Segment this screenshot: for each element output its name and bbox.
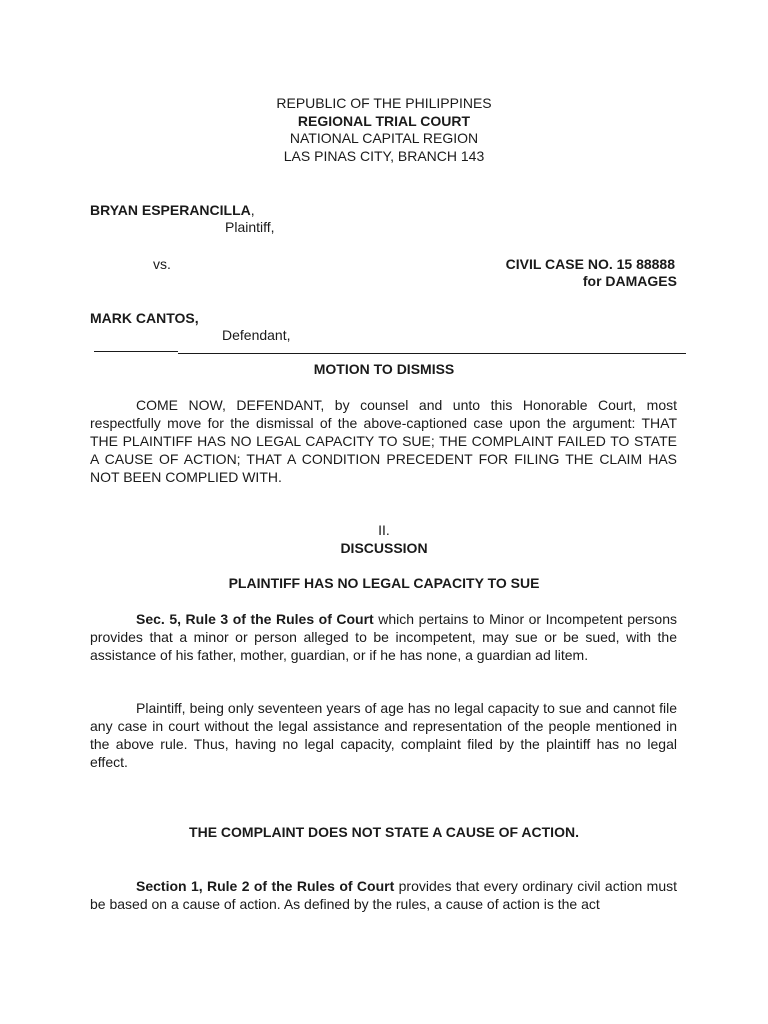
- subheading-legal-capacity: PLAINTIFF HAS NO LEGAL CAPACITY TO SUE: [228, 575, 540, 591]
- caption-divider-left: [94, 351, 178, 352]
- intro-paragraph: COME NOW, DEFENDANT, by counsel and unto this Honorable Court, most respectfully move for the dismissal of the above-captioned case upon the argument: THAT THE PLAINTIFF HAS NO LEGAL CAPACITY TO SUE; THE COMPLAINT FAILED TO STATE A CAUSE OF ACTION; THAT A CONDITION PRECEDENT FOR FILING THE CLAIM HAS NOT BEEN COMPLIED WITH.: [90, 397, 677, 485]
- versus-label: vs.: [153, 256, 171, 272]
- plaintiff-name: BRYAN ESPERANCILLA: [90, 202, 251, 218]
- paragraph-rule3: [90, 610, 677, 664]
- plaintiff-role: Plaintiff,: [225, 219, 275, 235]
- discussion-heading: DISCUSSION: [340, 540, 428, 556]
- region-line: NATIONAL CAPITAL REGION: [289, 130, 479, 146]
- paragraph-rule2: [90, 877, 677, 913]
- caption-divider-right: [178, 353, 686, 354]
- plaintiff-comma: ,: [250, 202, 255, 218]
- rule2-text: provides that every ordinary civil action must be based on a cause of action. As defined by the rules, a cause of action is the act: [90, 878, 677, 912]
- rule3-citation: Sec. 5, Rule 3 of the Rules of Court: [136, 611, 374, 627]
- section-numeral: II.: [378, 522, 390, 538]
- subheading-cause-of-action: THE COMPLAINT DOES NOT STATE A CAUSE OF ACTION.: [189, 824, 579, 840]
- paragraph-plaintiff-age: Plaintiff, being only seventeen years of age has no legal capacity to sue and cannot file any case in court without the legal assistance and representation of the people mentioned in the above rule. Thus, having no legal capacity, complaint filed by the plaintiff has no legal effect.: [90, 700, 677, 770]
- case-nature: for DAMAGES: [582, 273, 677, 289]
- republic-line: REPUBLIC OF THE PHILIPPINES: [276, 95, 492, 111]
- defendant-name: MARK CANTOS,: [90, 310, 199, 326]
- defendant-role: Defendant,: [222, 327, 291, 343]
- plaintiff-block: [90, 201, 255, 219]
- court-name: REGIONAL TRIAL COURT: [297, 113, 471, 129]
- rule3-text: which pertains to Minor or Incompetent persons provides that a minor or person alleged to be incompetent, may sue or be sued, with the assistance of his father, mother, guardian, or if he has none, a guardian ad litem.: [90, 611, 678, 663]
- motion-title: MOTION TO DISMISS: [313, 361, 455, 377]
- rule2-citation: Section 1, Rule 2 of the Rules of Court: [136, 878, 395, 894]
- branch-line: LAS PINAS CITY, BRANCH 143: [283, 148, 485, 164]
- case-number: CIVIL CASE NO. 15 88888: [505, 256, 675, 272]
